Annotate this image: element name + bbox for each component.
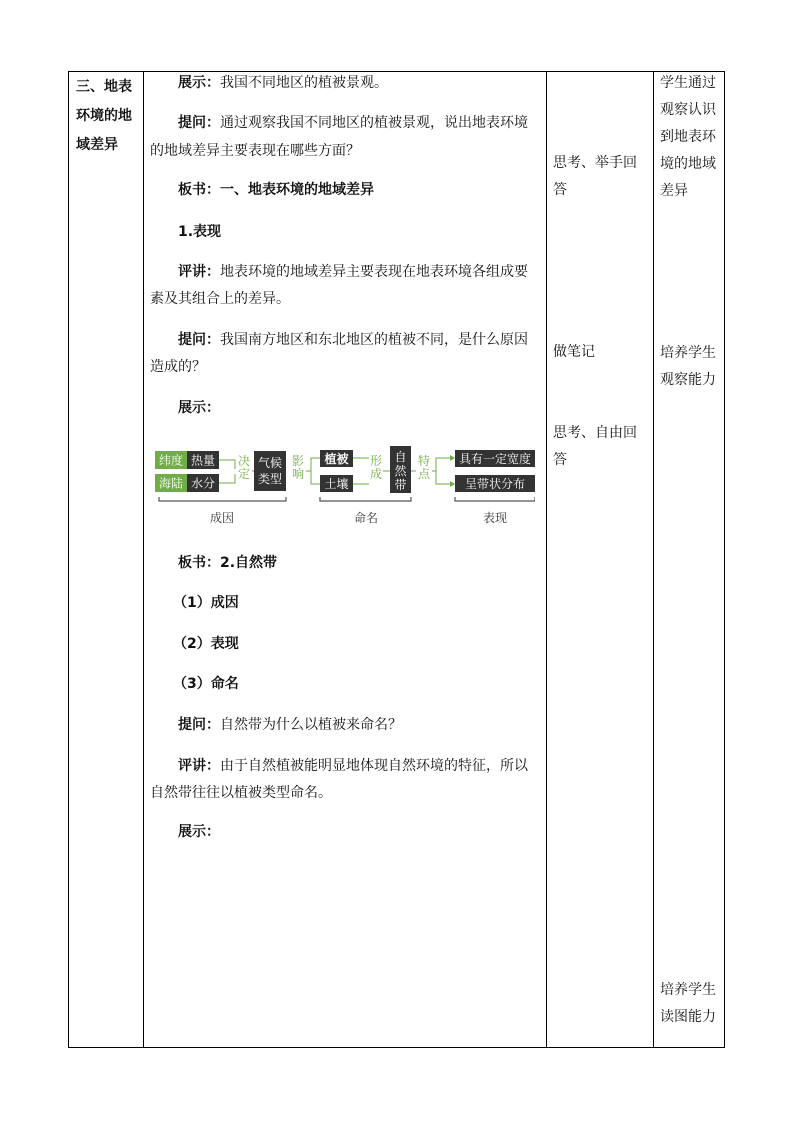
influence-char: 响	[291, 467, 305, 481]
form-char: 成	[369, 467, 383, 481]
decide-char: 定	[237, 467, 251, 481]
paragraph: 评讲：地表环境的地域差异主要表现在地表环境各组成要	[178, 264, 528, 280]
naming-bracket	[320, 497, 411, 501]
paragraph: 展示：我国不同地区的植被景观。	[178, 75, 388, 91]
manifestation-label: 表现	[482, 511, 508, 525]
cause-bracket	[159, 497, 286, 501]
water-label: 水分	[190, 476, 216, 491]
paragraph-continuation: 造成的？	[150, 359, 206, 375]
connector	[219, 460, 235, 483]
decide-char: 决	[237, 454, 251, 468]
paragraph: 展示：	[178, 400, 220, 416]
section-title-line: 域差异	[76, 137, 118, 153]
design-intent-cell	[653, 72, 726, 1047]
paragraph: 提问：自然带为什么以植被来命名？	[178, 717, 402, 733]
design-intent: 培养学生读图能力	[660, 982, 716, 1025]
naming-label: 命名	[353, 511, 379, 525]
list-item: （2）表现	[173, 636, 239, 652]
form-char: 形	[369, 454, 383, 468]
connector	[306, 458, 320, 484]
paragraph: 提问：我国南方地区和东北地区的植被不同，是什么原因	[178, 332, 528, 348]
natural-zone-label: 自	[394, 450, 407, 464]
lesson-table	[68, 71, 725, 1048]
paragraph: 提问：通过观察我国不同地区的植被景观，说出地表环境	[178, 115, 528, 131]
climate-label: 气候	[257, 456, 283, 470]
natural-zone-diagram	[155, 445, 535, 531]
connector	[353, 458, 369, 484]
natural-zone-label: 然	[394, 464, 407, 478]
paragraph: 板书：一、地表环境的地域差异	[178, 182, 374, 198]
strip-label: 呈带状分布	[464, 477, 526, 491]
paragraph: 1.表现	[178, 224, 222, 240]
paragraph: 展示：	[178, 824, 220, 840]
section-title-line: 环境的地	[76, 108, 132, 124]
landsea-label: 海陆	[158, 476, 184, 491]
list-item: （3）命名	[173, 676, 239, 692]
feature-char: 特	[417, 454, 431, 468]
latitude-label: 纬度	[158, 453, 184, 468]
paragraph: 评讲：由于自然植被能明显地体现自然环境的特征，所以	[178, 758, 528, 774]
cause-label: 成因	[209, 511, 235, 525]
section-title-cell	[69, 72, 143, 1047]
climate-label: 类型	[257, 472, 283, 486]
soil-label: 土壤	[324, 477, 349, 491]
paragraph-continuation: 素及其组合上的差异。	[150, 291, 290, 307]
feature-char: 点	[417, 467, 431, 481]
design-intent: 培养学生观察能力	[660, 345, 716, 388]
design-intent: 学生通过观察认识到地表环境的地域差异	[660, 75, 716, 199]
width-label: 具有一定宽度	[458, 452, 532, 466]
student-activity: 做笔记	[553, 344, 595, 360]
connector	[432, 458, 450, 484]
natural-zone-label: 带	[394, 478, 407, 492]
influence-char: 影	[291, 454, 305, 468]
list-item: （1）成因	[173, 595, 239, 611]
paragraph-continuation: 的地域差异主要表现在哪些方面？	[150, 143, 360, 159]
section-title-line: 三、地表	[76, 79, 132, 95]
student-activity: 思考、举手回答	[553, 155, 637, 198]
paragraph: 板书：2.自然带	[178, 555, 278, 571]
teaching-content-cell	[143, 72, 546, 1047]
student-activity-cell	[546, 72, 653, 1047]
arrow-head	[450, 481, 455, 487]
arrow-head	[450, 455, 455, 461]
manifestation-bracket	[455, 497, 535, 501]
heat-label: 热量	[190, 453, 216, 468]
vegetation-label: 植被	[324, 452, 349, 466]
paragraph-continuation: 自然带往往以植被类型命名。	[150, 785, 332, 801]
student-activity: 思考、自由回答	[553, 425, 637, 468]
